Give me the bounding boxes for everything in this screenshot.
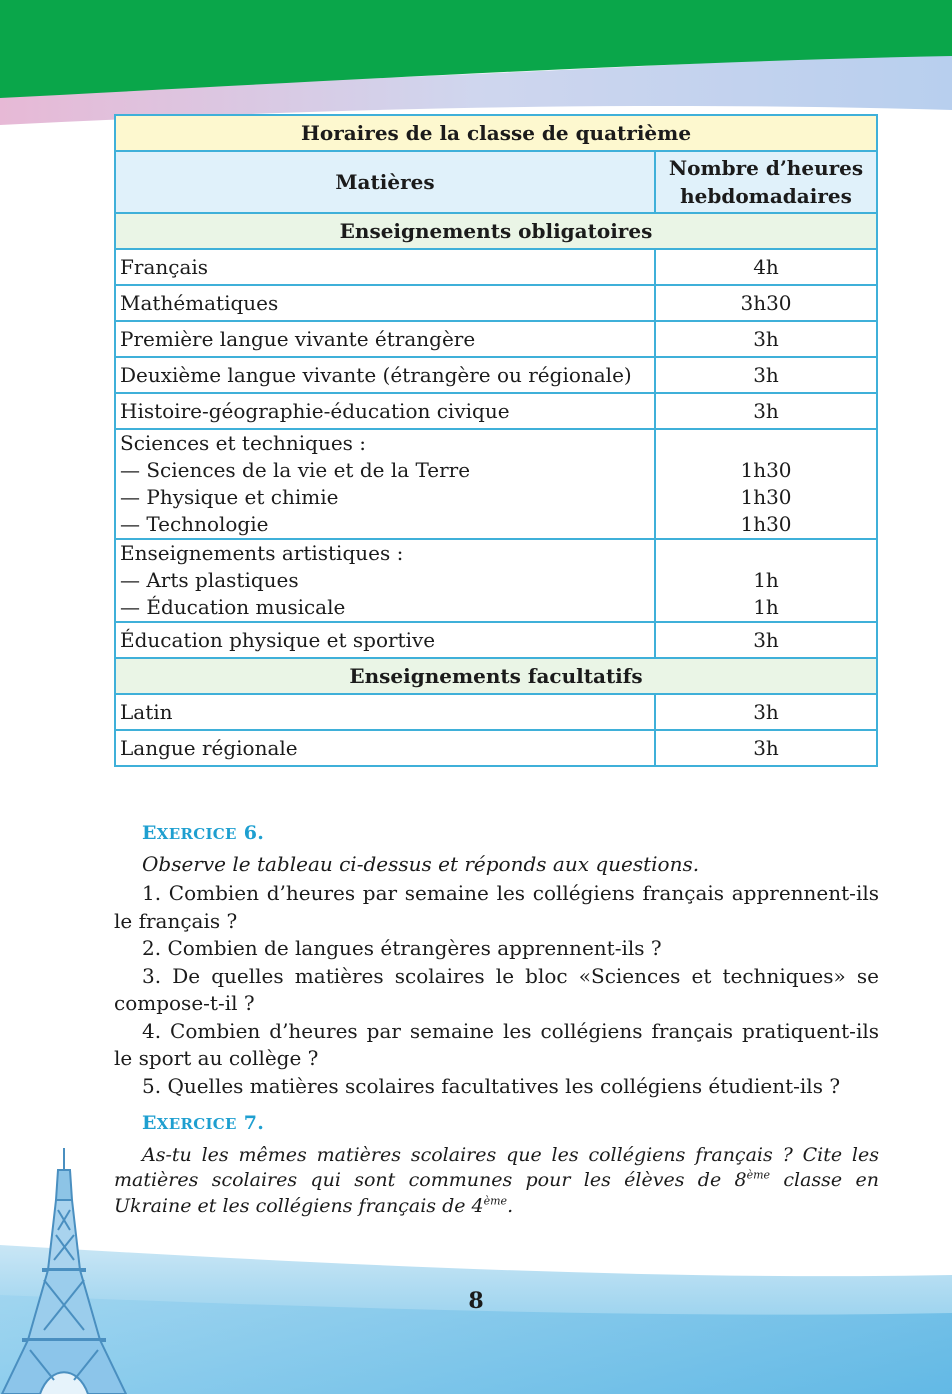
top-banner [0,0,952,125]
subject-cell: Éducation physique et sportive [115,622,655,658]
sub-subject: — Physique et chimie [120,485,339,509]
table-row [115,357,877,393]
question: 5. Quelles matières scolaires facultatives les collégiens étudient-ils ? [142,1073,841,1098]
table-row [115,730,877,766]
subject-cell: Langue régionale [115,730,655,766]
section-row-optional [115,658,877,694]
sub-subject: — Technologie [120,512,269,536]
eiffel-tower-icon [0,1140,130,1394]
subject-cell [115,429,655,539]
hours-cell: 3h [655,622,877,658]
hours-cell: 4h [655,249,877,285]
hours-cell [655,429,877,539]
column-header-hours-line2: hebdomadaires [680,184,852,208]
column-header-subjects: Matières [115,151,655,213]
sub-subject: — Éducation musicale [120,595,346,619]
exercise-7-text: As-tu les mêmes matières scolaires que les collégiens français ? Cite les matières scolaires qui sont communes pour les élèves de 8ème classe en Ukraine et les collégiens français de 4ème. [114,1143,879,1217]
question: 4. Combien d’heures par semaine les collégiens français pratiquent-ils le sport au collège ? [114,1018,879,1070]
subject-cell: Latin [115,694,655,730]
table-header-row [115,151,877,213]
table-title: Horaires de la classe de quatrième [115,115,877,151]
sub-hours: 1h30 [740,512,792,536]
section-heading: Enseignements obligatoires [115,213,877,249]
sub-hours: 1h30 [740,458,792,482]
sub-subject: — Arts plastiques [120,568,299,592]
column-header-hours [655,151,877,213]
hours-cell: 3h [655,321,877,357]
sub-hours: 1h [753,568,779,592]
hours-cell: 3h [655,694,877,730]
question: 3. De quelles matières scolaires le bloc «Sciences et techniques» se compose-t-il ? [114,963,879,1015]
group-heading: Enseignements artistiques : [120,541,404,565]
hours-cell: 3h [655,393,877,429]
schedule-table [114,114,878,767]
table-title-row [115,115,877,151]
hours-cell [655,539,877,622]
question: 1. Combien d’heures par semaine les collégiens français apprennent-ils le français ? [114,881,879,933]
exercise-6-instruction: Observe le tableau ci-dessus et réponds aux questions. [142,851,700,876]
sub-hours: 1h30 [740,485,792,509]
subject-cell [115,539,655,622]
group-heading: Sciences et techniques : [120,431,367,455]
bottom-banner [0,1235,952,1394]
table-row [115,249,877,285]
table-row-arts [115,539,877,622]
subject-cell: Deuxième langue vivante (étrangère ou régionale) [115,357,655,393]
section-row-mandatory [115,213,877,249]
exercise-7-heading: EXERCICE 7. [142,1112,265,1134]
page-number: 8 [468,1288,484,1314]
sub-subject: — Sciences de la vie et de la Terre [120,458,471,482]
table-row [115,622,877,658]
subject-cell: Mathématiques [115,285,655,321]
question: 2. Combien de langues étrangères apprennent-ils ? [142,936,662,960]
column-header-hours-line1: Nombre d’heures [668,156,864,180]
table-row-sciences [115,429,877,539]
table-row [115,285,877,321]
sub-hours: 1h [753,595,779,619]
table-row [115,393,877,429]
section-heading: Enseignements facultatifs [115,658,877,694]
hours-cell: 3h [655,357,877,393]
exercises-block [114,820,879,1219]
subject-cell: Français [115,249,655,285]
subject-cell: Première langue vivante étrangère [115,321,655,357]
hours-cell: 3h30 [655,285,877,321]
exercise-6-heading: EXERCICE 6. [142,822,265,844]
table-row [115,321,877,357]
subject-cell: Histoire-géographie-éducation civique [115,393,655,429]
hours-cell: 3h [655,730,877,766]
table-row [115,694,877,730]
